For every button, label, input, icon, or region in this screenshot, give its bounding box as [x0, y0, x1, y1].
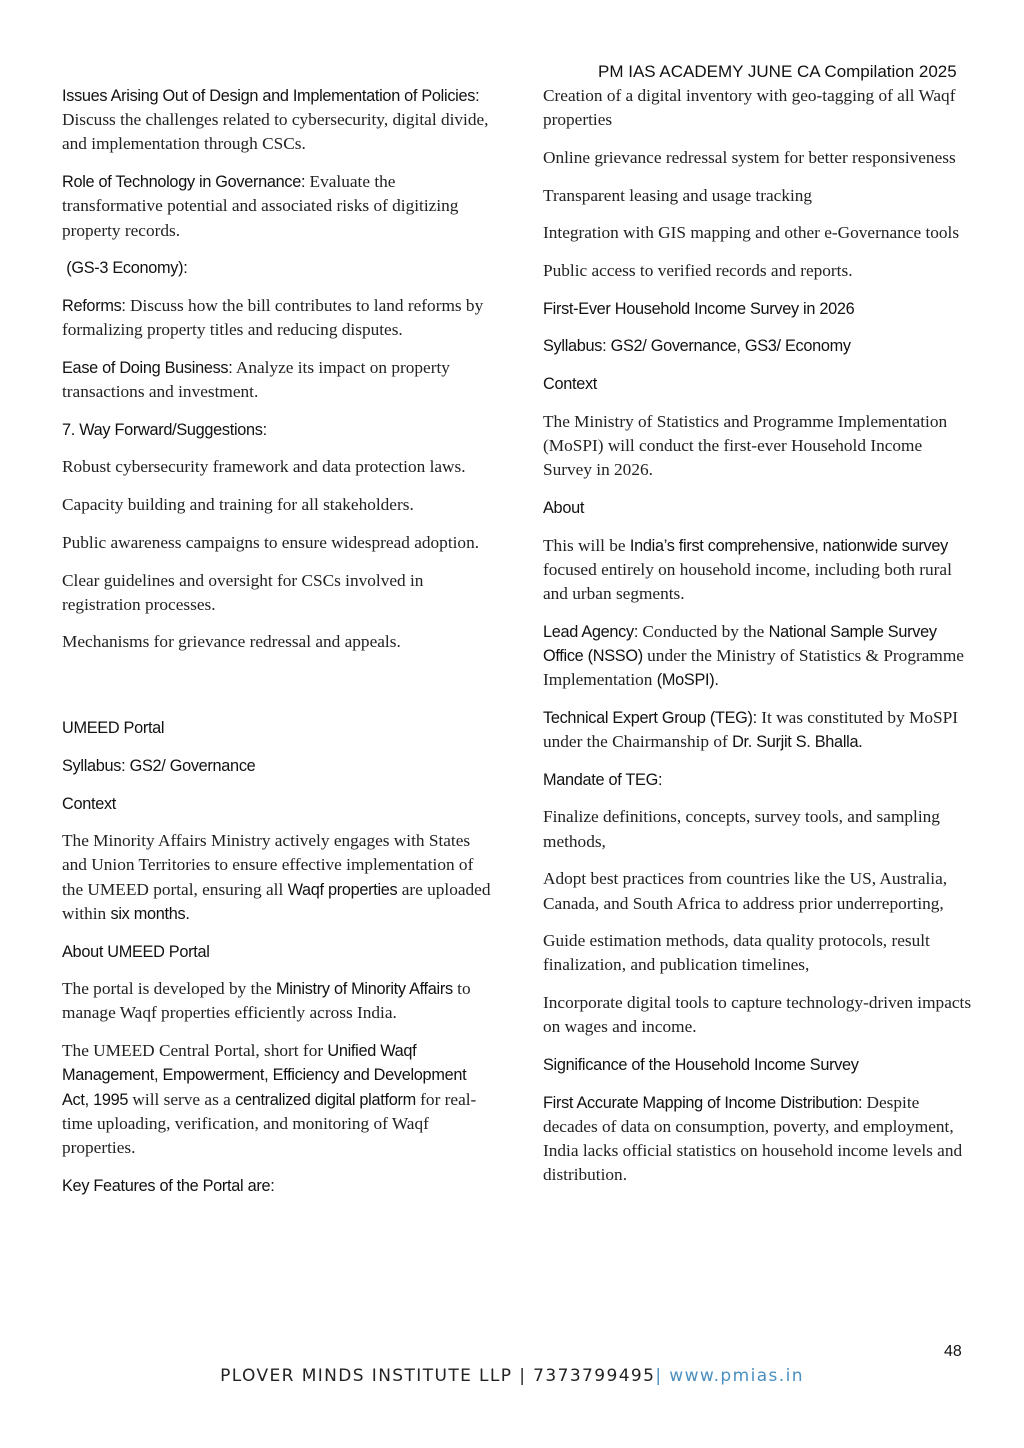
bold-phrase: six months. [110, 904, 190, 923]
survey-about-paragraph [543, 534, 973, 607]
about-umeed-heading: About UMEED Portal [62, 942, 210, 961]
paragraph-ease-of-business [62, 356, 492, 404]
survey-context-heading: Context [543, 375, 598, 394]
umeed-context-heading: Context [62, 794, 117, 813]
about-umeed-paragraph [62, 977, 492, 1025]
page-number: 48 [944, 1343, 962, 1360]
paragraph-text: . [858, 732, 863, 752]
right-column [543, 84, 973, 1201]
gs3-heading: (GS-3 Economy): [62, 259, 188, 278]
mandate-item: Finalize definitions, concepts, survey tools, and sampling methods, [543, 807, 940, 851]
bold-phrase: India’s first comprehensive, nationwide survey [629, 536, 948, 555]
paragraph-text: focused entirely on household income, including both rural and urban segments. [543, 559, 952, 604]
feature-item: Transparent leasing and usage tracking [543, 185, 813, 205]
way-forward-item: Public awareness campaigns to ensure widespread adoption. [62, 532, 480, 552]
way-forward-item: Robust cybersecurity framework and data protection laws. [62, 457, 466, 477]
survey-context-paragraph: The Ministry of Statistics and Programme Implementation (MoSPI) will conduct the first-ever Household Income Survey in 2026. [543, 411, 948, 480]
survey-about-heading: About [543, 498, 585, 517]
paragraph-text: Conducted by the [638, 621, 769, 641]
bold-phrase: centralized digital platform [235, 1090, 416, 1109]
feature-item: Creation of a digital inventory with geo-tagging of all Waqf properties [543, 86, 956, 130]
paragraph-text: Despite decades of data on consumption, poverty, and employment, India lacks official statistics on household income levels and distribution. [543, 1092, 963, 1185]
footer-website-link[interactable]: www.pmias.in [669, 1366, 804, 1386]
bold-label: Issues Arising Out of Design and Implementation of Policies: [62, 87, 480, 105]
paragraph-text: Discuss how the bill contributes to land reforms by formalizing property titles and reducing disputes. [62, 295, 484, 340]
paragraph-text: The portal is developed by the [62, 979, 277, 999]
paragraph-text: Evaluate the transformative potential and associated risks of digitizing property records. [62, 172, 459, 240]
lead-agency-paragraph [543, 620, 973, 693]
page-footer [0, 1366, 1024, 1386]
paragraph-text: under the Ministry of Statistics & Programme Implementation [543, 645, 964, 690]
paragraph-text: This will be [543, 535, 630, 555]
mandate-item: Guide estimation methods, data quality protocols, result finalization, and publication timelines, [543, 931, 930, 975]
way-forward-item: Mechanisms for grievance redressal and appeals. [62, 632, 401, 652]
way-forward-heading: 7. Way Forward/Suggestions: [62, 420, 267, 439]
feature-item: Public access to verified records and reports. [543, 261, 853, 281]
feature-item: Integration with GIS mapping and other e-Governance tools [543, 223, 960, 243]
bold-label: Role of Technology in Governance: [62, 173, 306, 192]
bold-label: Ease of Doing Business: [62, 358, 233, 377]
page-header-title: PM IAS ACADEMY JUNE CA Compilation 2025 [598, 62, 957, 81]
umeed-central-portal-paragraph [62, 1039, 492, 1160]
significance-paragraph [543, 1091, 973, 1188]
bold-phrase: National Sample Survey Office (NSSO) [543, 622, 937, 665]
feature-item: Online grievance redressal system for better responsiveness [543, 147, 956, 167]
paragraph-text: for real-time uploading, verification, and monitoring of Waqf properties. [62, 1089, 477, 1157]
survey-title: First-Ever Household Income Survey in 2026 [543, 299, 855, 318]
paragraph-reforms [62, 294, 492, 342]
umeed-title: UMEED Portal [62, 719, 165, 738]
paragraph-text: The UMEED Central Portal, short for [62, 1041, 328, 1061]
mandate-item: Incorporate digital tools to capture technology-driven impacts on wages and income. [543, 993, 972, 1037]
paragraph-text: Analyze its impact on property transactions and investment. [62, 357, 450, 402]
bold-phrase: (MoSPI). [656, 671, 719, 690]
paragraph-text: Discuss the challenges related to cybersecurity, digital divide, and implementation through CSCs. [62, 110, 489, 154]
way-forward-item: Capacity building and training for all stakeholders. [62, 495, 414, 515]
paragraph-text: to manage Waqf properties efficiently across India. [62, 979, 471, 1023]
bold-phrase: Waqf properties [287, 880, 398, 899]
paragraph-text: will serve as a [128, 1089, 236, 1109]
teg-paragraph [543, 706, 973, 754]
bold-label: Lead Agency: [543, 622, 639, 641]
paragraph-text: The Minority Affairs Ministry actively engages with States and Union Territories to ensure effective implementation of the UMEED portal, ensuring all [62, 831, 474, 899]
section-spacer [62, 668, 492, 716]
bold-label: Technical Expert Group (TEG): [543, 708, 757, 727]
bold-label: Reforms: [62, 296, 126, 315]
left-column [62, 84, 492, 1211]
way-forward-item: Clear guidelines and oversight for CSCs involved in registration processes. [62, 570, 424, 614]
paragraph-text: It was constituted by MoSPI under the Chairmanship of [543, 707, 959, 752]
bold-label: First Accurate Mapping of Income Distribution: [543, 1093, 863, 1112]
key-features-heading: Key Features of the Portal are: [62, 1176, 275, 1195]
footer-org: PLOVER MINDS INSTITUTE LLP | 7373799495 [220, 1366, 656, 1386]
bold-phrase: Dr. Surjit S. Bhalla [732, 733, 859, 752]
umeed-syllabus: Syllabus: GS2/ Governance [62, 756, 256, 775]
survey-syllabus: Syllabus: GS2/ Governance, GS3/ Economy [543, 337, 851, 356]
umeed-context-paragraph [62, 829, 492, 926]
bold-phrase: Unified Waqf Management, Empowerment, Efficiency and Development Act, 1995 [62, 1042, 467, 1109]
footer-separator: | [655, 1366, 670, 1386]
mandate-heading: Mandate of TEG: [543, 770, 663, 789]
bold-phrase: Ministry of Minority Affairs [276, 980, 453, 999]
paragraph-tech-governance [62, 170, 492, 243]
mandate-item: Adopt best practices from countries like the US, Australia, Canada, and South Africa to address prior underreporting, [543, 869, 948, 913]
significance-heading: Significance of the Household Income Survey [543, 1056, 859, 1075]
paragraph-policy-issues [62, 84, 492, 157]
paragraph-text: are uploaded within [62, 879, 491, 923]
